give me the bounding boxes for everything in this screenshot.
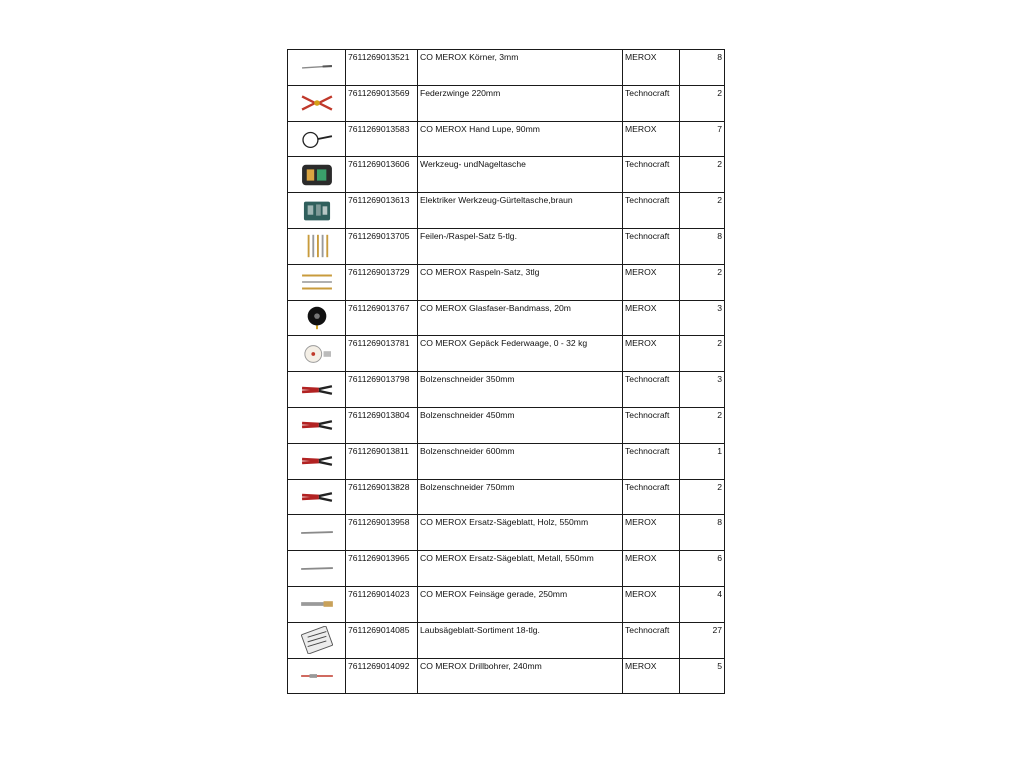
- table-row: [288, 407, 725, 443]
- fretsaw-blades-icon: [297, 626, 337, 654]
- quantity-cell: 2: [680, 407, 725, 443]
- brand-cell: MEROX: [623, 336, 680, 372]
- product-image-cell: [288, 586, 346, 622]
- description-cell: CO MEROX Drillbohrer, 240mm: [418, 658, 623, 694]
- tape-measure-icon: [297, 304, 337, 332]
- product-image-cell: [288, 622, 346, 658]
- rasp-set-icon: [297, 268, 337, 296]
- table-row: [288, 336, 725, 372]
- ean-cell: 7611269013811: [346, 443, 418, 479]
- ean-cell: 7611269013781: [346, 336, 418, 372]
- saw-blade-icon: [297, 555, 337, 583]
- brand-cell: Technocraft: [623, 443, 680, 479]
- brand-cell: Technocraft: [623, 193, 680, 229]
- quantity-cell: 4: [680, 586, 725, 622]
- quantity-cell: 2: [680, 157, 725, 193]
- table-row: [288, 372, 725, 408]
- table-body: [288, 50, 725, 694]
- brand-cell: MEROX: [623, 586, 680, 622]
- product-image-cell: [288, 336, 346, 372]
- description-cell: Feilen-/Raspel-Satz 5-tlg.: [418, 228, 623, 264]
- brand-cell: MEROX: [623, 50, 680, 86]
- quantity-cell: 2: [680, 336, 725, 372]
- quantity-cell: 8: [680, 228, 725, 264]
- ean-cell: 7611269013958: [346, 515, 418, 551]
- bolt-cutter-icon: [297, 376, 337, 404]
- table-row: [288, 551, 725, 587]
- brand-cell: Technocraft: [623, 622, 680, 658]
- brand-cell: MEROX: [623, 121, 680, 157]
- table-row: [288, 622, 725, 658]
- table-row: [288, 586, 725, 622]
- ean-cell: 7611269013613: [346, 193, 418, 229]
- fine-saw-icon: [297, 590, 337, 618]
- description-cell: CO MEROX Raspeln-Satz, 3tlg: [418, 264, 623, 300]
- table-row: [288, 50, 725, 86]
- product-image-cell: [288, 407, 346, 443]
- product-image-cell: [288, 50, 346, 86]
- product-image-cell: [288, 551, 346, 587]
- product-image-cell: [288, 300, 346, 336]
- inventory-table: [287, 49, 725, 694]
- table-row: [288, 121, 725, 157]
- luggage-scale-icon: [297, 340, 337, 368]
- description-cell: Federzwinge 220mm: [418, 85, 623, 121]
- description-cell: CO MEROX Gepäck Federwaage, 0 - 32 kg: [418, 336, 623, 372]
- quantity-cell: 7: [680, 121, 725, 157]
- table-row: [288, 85, 725, 121]
- table-row: [288, 479, 725, 515]
- description-cell: Bolzenschneider 450mm: [418, 407, 623, 443]
- quantity-cell: 2: [680, 193, 725, 229]
- description-cell: Bolzenschneider 600mm: [418, 443, 623, 479]
- brand-cell: Technocraft: [623, 372, 680, 408]
- quantity-cell: 3: [680, 300, 725, 336]
- table-row: [288, 157, 725, 193]
- belt-pouch-icon: [297, 197, 337, 225]
- bolt-cutter-icon: [297, 411, 337, 439]
- quantity-cell: 2: [680, 264, 725, 300]
- description-cell: Bolzenschneider 350mm: [418, 372, 623, 408]
- center-punch-icon: [297, 53, 337, 81]
- product-image-cell: [288, 157, 346, 193]
- product-image-cell: [288, 264, 346, 300]
- product-image-cell: [288, 228, 346, 264]
- ean-cell: 7611269014023: [346, 586, 418, 622]
- quantity-cell: 27: [680, 622, 725, 658]
- table-row: [288, 264, 725, 300]
- product-image-cell: [288, 658, 346, 694]
- ean-cell: 7611269014085: [346, 622, 418, 658]
- description-cell: CO MEROX Ersatz-Sägeblatt, Holz, 550mm: [418, 515, 623, 551]
- description-cell: Werkzeug- undNageltasche: [418, 157, 623, 193]
- product-image-cell: [288, 372, 346, 408]
- table-row: [288, 228, 725, 264]
- spring-clamp-icon: [297, 89, 337, 117]
- description-cell: CO MEROX Ersatz-Sägeblatt, Metall, 550mm: [418, 551, 623, 587]
- brand-cell: Technocraft: [623, 407, 680, 443]
- quantity-cell: 2: [680, 85, 725, 121]
- brand-cell: Technocraft: [623, 85, 680, 121]
- ean-cell: 7611269013965: [346, 551, 418, 587]
- saw-blade-icon: [297, 519, 337, 547]
- brand-cell: Technocraft: [623, 228, 680, 264]
- description-cell: Elektriker Werkzeug-Gürteltasche,braun: [418, 193, 623, 229]
- bolt-cutter-icon: [297, 447, 337, 475]
- ean-cell: 7611269013583: [346, 121, 418, 157]
- brand-cell: Technocraft: [623, 479, 680, 515]
- table-row: [288, 443, 725, 479]
- bolt-cutter-icon: [297, 483, 337, 511]
- product-image-cell: [288, 85, 346, 121]
- description-cell: Bolzenschneider 750mm: [418, 479, 623, 515]
- ean-cell: 7611269014092: [346, 658, 418, 694]
- ean-cell: 7611269013767: [346, 300, 418, 336]
- product-image-cell: [288, 121, 346, 157]
- ean-cell: 7611269013569: [346, 85, 418, 121]
- ean-cell: 7611269013606: [346, 157, 418, 193]
- magnifier-icon: [297, 125, 337, 153]
- ean-cell: 7611269013705: [346, 228, 418, 264]
- table-row: [288, 300, 725, 336]
- quantity-cell: 8: [680, 50, 725, 86]
- product-image-cell: [288, 443, 346, 479]
- description-cell: Laubsägeblatt-Sortiment 18-tlg.: [418, 622, 623, 658]
- description-cell: CO MEROX Feinsäge gerade, 250mm: [418, 586, 623, 622]
- file-set-icon: [297, 232, 337, 260]
- table-row: [288, 515, 725, 551]
- description-cell: CO MEROX Glasfaser-Bandmass, 20m: [418, 300, 623, 336]
- ean-cell: 7611269013804: [346, 407, 418, 443]
- drill-icon: [297, 662, 337, 690]
- quantity-cell: 5: [680, 658, 725, 694]
- table-row: [288, 658, 725, 694]
- product-image-cell: [288, 515, 346, 551]
- product-image-cell: [288, 479, 346, 515]
- quantity-cell: 8: [680, 515, 725, 551]
- tool-bag-icon: [297, 161, 337, 189]
- ean-cell: 7611269013798: [346, 372, 418, 408]
- brand-cell: MEROX: [623, 551, 680, 587]
- ean-cell: 7611269013828: [346, 479, 418, 515]
- description-cell: CO MEROX Hand Lupe, 90mm: [418, 121, 623, 157]
- brand-cell: MEROX: [623, 264, 680, 300]
- brand-cell: MEROX: [623, 515, 680, 551]
- brand-cell: MEROX: [623, 658, 680, 694]
- table-row: [288, 193, 725, 229]
- product-image-cell: [288, 193, 346, 229]
- brand-cell: Technocraft: [623, 157, 680, 193]
- quantity-cell: 6: [680, 551, 725, 587]
- ean-cell: 7611269013729: [346, 264, 418, 300]
- quantity-cell: 3: [680, 372, 725, 408]
- quantity-cell: 2: [680, 479, 725, 515]
- ean-cell: 7611269013521: [346, 50, 418, 86]
- quantity-cell: 1: [680, 443, 725, 479]
- brand-cell: MEROX: [623, 300, 680, 336]
- description-cell: CO MEROX Körner, 3mm: [418, 50, 623, 86]
